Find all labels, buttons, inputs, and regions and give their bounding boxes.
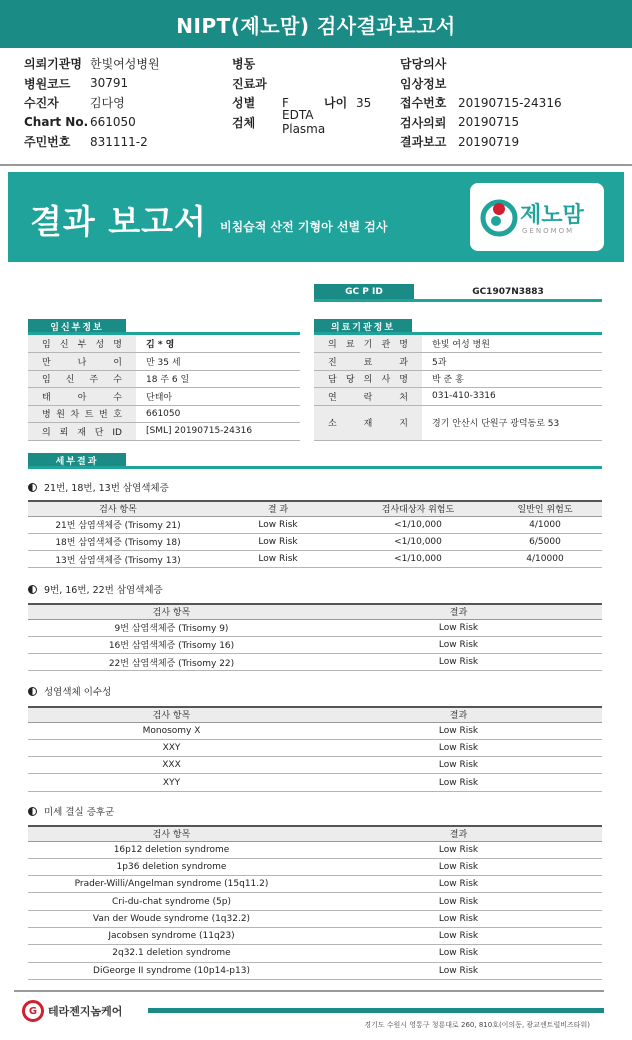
info-value: 김 * 영 (136, 335, 300, 353)
half-circle-icon (28, 807, 37, 816)
header-row (24, 54, 624, 74)
table-cell: Low Risk (315, 619, 602, 636)
institution-info-table (314, 335, 602, 441)
table-cell: Low Risk (315, 636, 602, 653)
header-value: F (282, 95, 289, 110)
column-header: 결과 (315, 604, 602, 619)
table-header-row (28, 707, 602, 722)
info-row (28, 388, 300, 406)
table-cell: Low Risk (315, 945, 602, 962)
info-value: 031-410-3316 (422, 388, 602, 406)
column-header: 검사 항목 (28, 826, 315, 841)
header-row (24, 108, 624, 137)
patient-header (24, 54, 624, 152)
table-row (28, 516, 602, 533)
header-label: 나이 (324, 96, 348, 111)
table-cell: 22번 삼염색체증 (Trisomy 22) (28, 654, 315, 671)
header-label: 검사의뢰 (400, 115, 447, 130)
header-value: EDTA Plasma (282, 108, 326, 137)
info-value: 18 주 6 일 (136, 370, 300, 388)
header-row (24, 93, 624, 113)
table-row (28, 619, 602, 636)
column-header: 검사 항목 (28, 501, 208, 516)
section1-title: 21번, 18번, 13번 삼염색체증 (28, 480, 169, 494)
institution-info-heading: 의료기관정보 (314, 319, 412, 333)
table-row (28, 654, 602, 671)
footer-company: 테라젠지놈케어 (48, 1005, 123, 1018)
genomom-logo-icon (480, 197, 518, 237)
column-header: 검사 항목 (28, 707, 315, 722)
table-cell: 16p12 deletion syndrome (28, 841, 315, 858)
header-label: 의뢰기관명 (24, 57, 82, 72)
table-row (28, 876, 602, 893)
table-cell: Cri-du-chat syndrome (5p) (28, 893, 315, 910)
half-circle-icon (28, 483, 37, 492)
banner-subtitle: 비침습적 산전 기형아 선별 검사 (220, 220, 388, 234)
header-divider (0, 164, 632, 166)
table-cell: XXY (28, 739, 315, 756)
genomom-logo (470, 183, 604, 251)
table-cell: Low Risk (315, 927, 602, 944)
terragen-logo-icon: G (22, 1000, 44, 1022)
info-row (28, 370, 300, 388)
table-cell: Low Risk (208, 516, 348, 533)
footer-bar (148, 1008, 604, 1013)
header-value: 20190719 (458, 134, 520, 149)
section2-title: 9번, 16번, 22번 삼염색체증 (28, 582, 163, 596)
table-cell: Jacobsen syndrome (11q23) (28, 927, 315, 944)
header-label: 병동 (232, 57, 256, 72)
table-row (28, 774, 602, 791)
info-row (28, 405, 300, 423)
table-cell: 21번 삼염색체증 (Trisomy 21) (28, 516, 208, 533)
table-cell: <1/10,000 (348, 533, 488, 550)
table-cell: 2q32.1 deletion syndrome (28, 945, 315, 962)
header-label: 임상정보 (400, 76, 447, 91)
header-label: 수진자 (24, 96, 59, 111)
info-row (314, 405, 602, 440)
info-row (314, 370, 602, 388)
table-row (28, 927, 602, 944)
table-cell: 4/10000 (488, 551, 602, 568)
section4-table (28, 825, 602, 980)
table-cell: XXX (28, 757, 315, 774)
header-row (24, 74, 624, 94)
info-label: 소 재 지 (314, 405, 422, 440)
header-label: 주민번호 (24, 135, 71, 150)
table-cell: Low Risk (315, 876, 602, 893)
footer-logo (22, 1000, 122, 1022)
table-cell: Low Risk (315, 841, 602, 858)
info-row (28, 423, 300, 441)
table-cell: 16번 삼염색체증 (Trisomy 16) (28, 636, 315, 653)
logo-text: 제노맘 (520, 203, 584, 228)
table-header-row (28, 826, 602, 841)
column-header: 일반인 위험도 (488, 501, 602, 516)
header-label: 접수번호 (400, 96, 447, 111)
info-value: 한빛 여성 병원 (422, 335, 602, 353)
table-row (28, 841, 602, 858)
info-value: 박 준 홍 (422, 370, 602, 388)
table-row (28, 533, 602, 550)
pregnant-info-heading: 임신부정보 (28, 319, 126, 333)
info-row (28, 335, 300, 353)
table-cell: Van der Woude syndrome (1q32.2) (28, 910, 315, 927)
table-cell: Prader-Willi/Angelman syndrome (15q11.2) (28, 876, 315, 893)
section3-title: 성염색체 이수성 (28, 684, 111, 698)
info-label: 임 신 주 수 (28, 370, 136, 388)
table-cell: XYY (28, 774, 315, 791)
info-value: 단태아 (136, 388, 300, 406)
header-label: 결과보고 (400, 135, 447, 150)
table-row (28, 893, 602, 910)
header-value: 661050 (90, 115, 136, 130)
gcp-id-label: GC P ID (314, 284, 414, 299)
info-value: [SML] 20190715-24316 (136, 423, 300, 441)
header-value: 35 (356, 95, 372, 110)
info-row (28, 353, 300, 371)
info-label: 연 락 처 (314, 388, 422, 406)
info-label: 태 아 수 (28, 388, 136, 406)
table-row (28, 858, 602, 875)
section3-table (28, 706, 602, 792)
info-label: 병 원 차 트 번 호 (28, 405, 136, 423)
report-title: NIPT(제노맘) 검사결과보고서 (0, 0, 632, 48)
header-value: 30791 (90, 76, 129, 91)
header-label: 병원코드 (24, 76, 71, 91)
table-cell: Low Risk (315, 893, 602, 910)
info-value: 만 35 세 (136, 353, 300, 371)
info-value: 경기 안산시 단원구 광덕동로 53 (422, 405, 602, 440)
footer-address: 경기도 수원시 영통구 청룡대로 260, 810호(이의동, 광교센트럴비즈타워) (364, 1021, 590, 1029)
info-value: 5과 (422, 353, 602, 371)
report-banner (8, 172, 624, 262)
info-label: 임 신 부 성 명 (28, 335, 136, 353)
info-label: 의 료 기 관 명 (314, 335, 422, 353)
gcp-id-box (314, 284, 602, 302)
header-label: 담당의사 (400, 57, 447, 72)
table-cell: 4/1000 (488, 516, 602, 533)
section1-table (28, 500, 602, 568)
info-label: 만 나 이 (28, 353, 136, 371)
table-cell: Monosomy X (28, 722, 315, 739)
table-cell: <1/10,000 (348, 551, 488, 568)
table-header-row (28, 604, 602, 619)
column-header: 결과 (315, 707, 602, 722)
header-label: 진료과 (232, 76, 267, 91)
pregnant-info-table (28, 335, 300, 441)
table-cell: Low Risk (208, 551, 348, 568)
header-label: 검체 (232, 115, 256, 130)
info-value: 661050 (136, 405, 300, 423)
table-cell: Low Risk (315, 910, 602, 927)
table-cell: <1/10,000 (348, 516, 488, 533)
table-row (28, 962, 602, 979)
banner-title: 결과 보고서 (30, 202, 207, 241)
table-cell: Low Risk (315, 739, 602, 756)
bottom-divider (14, 990, 604, 992)
info-row (314, 388, 602, 406)
table-cell: Low Risk (315, 722, 602, 739)
table-cell: Low Risk (315, 654, 602, 671)
half-circle-icon (28, 585, 37, 594)
table-cell: 9번 삼염색체증 (Trisomy 9) (28, 619, 315, 636)
header-value: 20190715-24316 (458, 95, 562, 110)
info-label: 진 료 과 (314, 353, 422, 371)
table-row (28, 757, 602, 774)
table-row (28, 722, 602, 739)
column-header: 검사대상자 위험도 (348, 501, 488, 516)
column-header: 결과 (315, 826, 602, 841)
table-cell: Low Risk (208, 533, 348, 550)
info-row (314, 335, 602, 353)
header-label: 성별 (232, 96, 256, 111)
table-cell: DiGeorge II syndrome (10p14-p13) (28, 962, 315, 979)
table-row (28, 910, 602, 927)
detail-results-line (28, 466, 602, 469)
table-cell: Low Risk (315, 774, 602, 791)
table-row (28, 739, 602, 756)
table-cell: 1p36 deletion syndrome (28, 858, 315, 875)
section4-title: 미세 결실 증후군 (28, 804, 114, 818)
column-header: 결 과 (208, 501, 348, 516)
logo-subtext: GENOMOM (522, 227, 575, 235)
table-cell: Low Risk (315, 858, 602, 875)
table-cell: 6/5000 (488, 533, 602, 550)
header-value: 한빛여성병원 (90, 57, 160, 72)
table-row (28, 945, 602, 962)
header-value: 831111-2 (90, 134, 148, 149)
info-row (314, 353, 602, 371)
info-label: 담 당 의 사 명 (314, 370, 422, 388)
gcp-id-value: GC1907N3883 (472, 286, 544, 297)
table-header-row (28, 501, 602, 516)
table-cell: Low Risk (315, 757, 602, 774)
table-cell: Low Risk (315, 962, 602, 979)
half-circle-icon (28, 687, 37, 696)
table-row (28, 551, 602, 568)
table-cell: 18번 삼염색체증 (Trisomy 18) (28, 533, 208, 550)
header-value: 김다영 (90, 96, 125, 111)
table-cell: 13번 삼염색체증 (Trisomy 13) (28, 551, 208, 568)
info-label: 의 뢰 재 단 ID (28, 423, 136, 441)
header-value: 20190715 (458, 115, 520, 130)
column-header: 검사 항목 (28, 604, 315, 619)
detail-results-heading: 세부결과 (28, 453, 126, 467)
header-label: Chart No. (24, 115, 89, 130)
section2-table (28, 603, 602, 671)
table-row (28, 636, 602, 653)
